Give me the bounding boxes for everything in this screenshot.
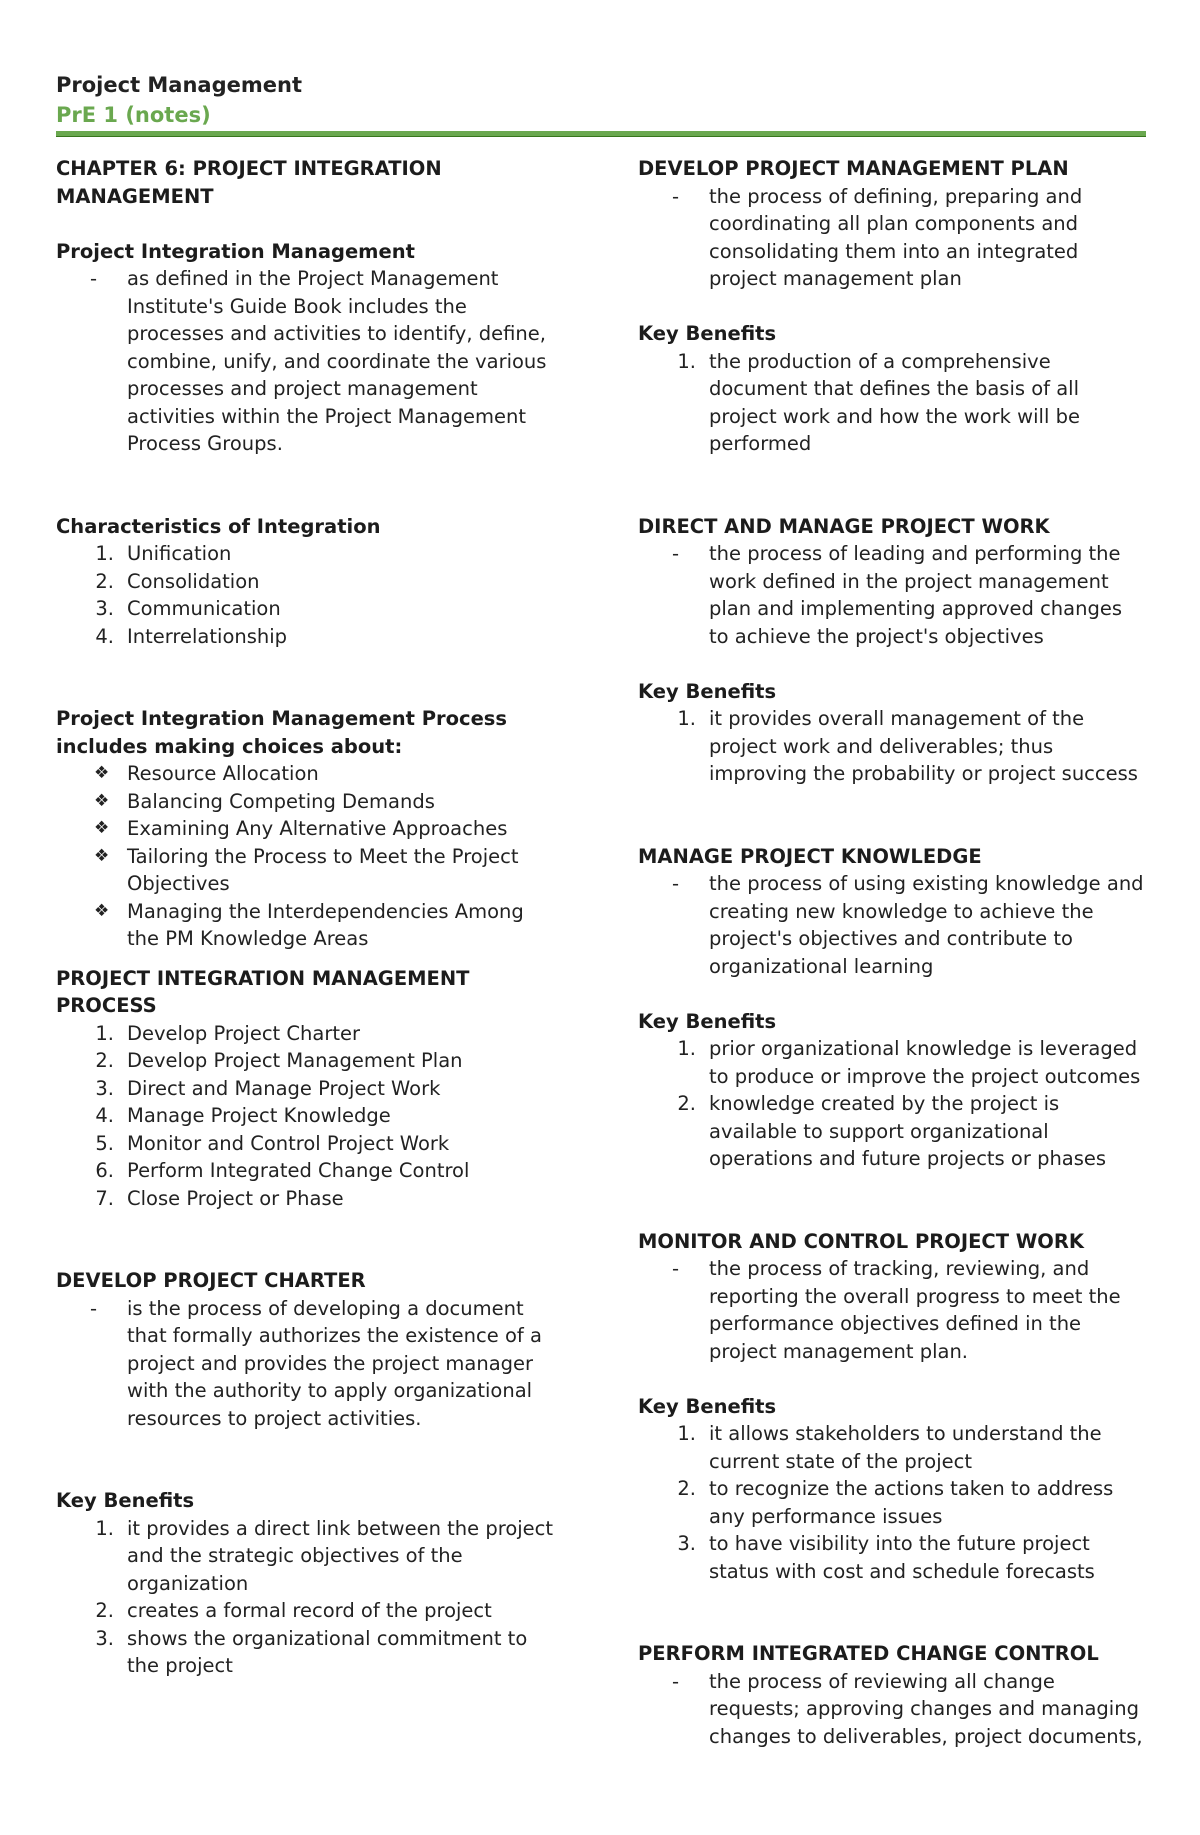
characteristics-heading: Characteristics of Integration xyxy=(56,514,381,538)
text-line: to achieve the project's objectives xyxy=(709,624,1044,648)
monitor-benefits-heading: Key Benefits xyxy=(638,1394,777,1418)
definition-text xyxy=(127,1295,576,1433)
list-item xyxy=(56,1130,576,1158)
text-line: processes and activities to identify, define, xyxy=(127,322,546,345)
list-item xyxy=(56,623,576,651)
text-line: improving the probability or project success xyxy=(709,762,1138,785)
text-line: the process of reviewing all change xyxy=(709,1669,1055,1693)
list-item-text xyxy=(127,760,576,788)
text-line: requests; approving changes and managing xyxy=(709,1697,1139,1720)
list-item xyxy=(56,595,576,623)
knowledge-heading: MANAGE PROJECT KNOWLEDGE xyxy=(638,844,982,868)
list-item-text: Develop Project Charter xyxy=(127,1021,360,1045)
chapter-heading: CHAPTER 6: PROJECT INTEGRATION MANAGEMENT xyxy=(56,157,442,208)
charter-heading: DEVELOP PROJECT CHARTER xyxy=(56,1269,366,1292)
list-item xyxy=(56,1075,576,1103)
text-line: Managing the Interdependencies Among xyxy=(127,899,524,923)
text-line: plan and implementing approved changes xyxy=(709,597,1123,620)
definition-text xyxy=(127,265,576,458)
list-marker: 4. xyxy=(95,624,114,648)
list-item-text: Consolidation xyxy=(127,569,260,593)
list-item-text xyxy=(709,1475,1158,1530)
charter-benefits-heading: Key Benefits xyxy=(56,1489,195,1512)
list-item xyxy=(638,1420,1158,1475)
list-item xyxy=(56,815,576,843)
list-item-text: Unification xyxy=(127,542,232,565)
text-line: document that defines the basis of all xyxy=(709,377,1079,400)
definition-text xyxy=(709,183,1158,293)
pim-heading: Project Integration Management xyxy=(56,239,415,263)
list-item xyxy=(638,1035,1158,1090)
text-line: performance objectives defined in the xyxy=(709,1312,1082,1335)
diamond-bullet-icon: ❖ xyxy=(94,845,110,866)
list-item xyxy=(638,1090,1158,1173)
list-item-text xyxy=(127,898,576,953)
process-heading: PROJECT INTEGRATION MANAGEMENT PROCESS xyxy=(56,966,470,1017)
text-line: creates a formal record of the project xyxy=(127,1599,492,1622)
text-line: it provides overall management of the xyxy=(709,707,1085,730)
dash-item: - is the process of developing a document that formally authorizes the existence of a project and provides the project manager with the authority to apply organizational resources to project activities. xyxy=(56,1295,576,1433)
text-line: organizational learning xyxy=(709,954,934,978)
text-line: it allows stakeholders to understand the xyxy=(709,1422,1102,1445)
text-line: organization xyxy=(127,1571,249,1595)
list-item xyxy=(56,843,576,898)
list-item xyxy=(56,1157,576,1185)
list-item-text xyxy=(127,1597,576,1625)
plan-benefits-heading: Key Benefits xyxy=(638,322,777,345)
list-marker: 1. xyxy=(677,707,696,730)
definition-text xyxy=(709,540,1158,650)
text-line: status with cost and schedule forecasts xyxy=(709,1559,1095,1583)
diamond-bullet-icon: ❖ xyxy=(94,818,110,838)
list-marker: 2. xyxy=(677,1092,696,1115)
text-line: operations and future projects or phases xyxy=(709,1147,1107,1170)
text-line: the process of leading and performing the xyxy=(709,542,1121,565)
list-item xyxy=(56,540,576,568)
definition-text xyxy=(709,870,1158,980)
monitor-benefits-list xyxy=(638,1420,1158,1585)
list-item xyxy=(56,1515,576,1598)
text-line: it provides a direct link between the project xyxy=(127,1516,554,1540)
choices-list xyxy=(56,760,576,953)
list-marker: 5. xyxy=(95,1131,114,1155)
dash-item: - the process of leading and performing the work defined in the project management plan and implementing approved changes to achieve the project's objectives xyxy=(638,540,1158,650)
text-line: and the strategic objectives of the xyxy=(127,1544,463,1567)
list-item-text xyxy=(709,1530,1158,1585)
text-line: any performance issues xyxy=(709,1504,943,1528)
text-line: the production of a comprehensive xyxy=(709,349,1051,373)
direct-benefits-heading: Key Benefits xyxy=(638,679,777,703)
text-line: combine, unify, and coordinate the various xyxy=(127,349,547,373)
list-item-text xyxy=(709,348,1158,458)
list-item xyxy=(56,1597,576,1625)
plan-benefits-list xyxy=(638,348,1158,458)
text-line: the PM Knowledge Areas xyxy=(127,927,369,950)
text-line: consolidating them into an integrated xyxy=(709,239,1079,263)
text-line: activities within the Project Management xyxy=(127,404,527,428)
text-line: coordinating all plan components and xyxy=(709,212,1079,235)
list-item xyxy=(56,760,576,788)
list-item xyxy=(56,568,576,596)
list-marker: 1. xyxy=(95,542,114,565)
text-line: creating new knowledge to achieve the xyxy=(709,899,1094,923)
list-item xyxy=(56,898,576,953)
text-line: changes to deliverables, project documents, xyxy=(709,1724,1143,1748)
text-line: Tailoring the Process to Meet the Project xyxy=(127,844,519,868)
list-item-text: Communication xyxy=(127,597,281,620)
text-line: Process Groups. xyxy=(127,432,283,455)
left-column xyxy=(56,155,576,1680)
text-line: with the authority to apply organizational xyxy=(127,1379,533,1402)
text-line: the process of defining, preparing and xyxy=(709,184,1083,208)
list-marker: 2. xyxy=(677,1477,696,1500)
list-marker: 4. xyxy=(95,1104,114,1127)
text-line: project work and how the work will be xyxy=(709,404,1080,428)
dash-item: - as defined in the Project Management Institute's Guide Book includes the processes and activities to identify, define, combine, unify, and coordinate the various processes and project management activities within the Project Management Process Groups. xyxy=(56,265,576,458)
text-line: as defined in the Project Management xyxy=(127,267,499,290)
definition-text xyxy=(709,1255,1158,1365)
list-item-text xyxy=(127,1515,576,1598)
list-item xyxy=(56,1102,576,1130)
text-line: Resource Allocation xyxy=(127,762,319,785)
list-item xyxy=(638,348,1158,458)
list-marker: 3. xyxy=(95,1076,114,1100)
list-marker: 1. xyxy=(677,349,696,373)
list-marker: 7. xyxy=(95,1186,114,1210)
list-item xyxy=(56,788,576,816)
characteristics-list xyxy=(56,540,576,650)
list-marker: 1. xyxy=(95,1021,114,1045)
list-item-text: Monitor and Control Project Work xyxy=(127,1131,450,1155)
list-item xyxy=(56,1047,576,1075)
dash-item: - the process of reviewing all change requests; approving changes and managing changes to deliverables, project documents, xyxy=(638,1668,1158,1751)
text-line: resources to project activities. xyxy=(127,1406,422,1430)
list-item xyxy=(638,705,1158,788)
list-marker: 1. xyxy=(677,1422,696,1445)
list-item xyxy=(56,1185,576,1213)
document-subtitle: PrE 1 (notes) xyxy=(56,103,211,127)
direct-benefits-list xyxy=(638,705,1158,788)
list-marker: 3. xyxy=(95,597,114,620)
list-marker: 2. xyxy=(95,1049,114,1072)
diamond-bullet-icon: ❖ xyxy=(94,763,110,783)
text-line: to have visibility into the future project xyxy=(709,1532,1090,1555)
list-marker: 1. xyxy=(677,1037,696,1060)
text-line: prior organizational knowledge is leveraged xyxy=(709,1037,1138,1060)
list-marker: 1. xyxy=(95,1516,114,1540)
text-line: knowledge created by the project is xyxy=(709,1092,1060,1115)
list-item-text xyxy=(127,788,576,816)
text-line: that formally authorizes the existence of a xyxy=(127,1324,542,1347)
text-line: the process of tracking, reviewing, and xyxy=(709,1257,1090,1280)
diamond-bullet-icon: ❖ xyxy=(94,790,110,811)
text-line: the project xyxy=(127,1654,233,1677)
plan-heading: DEVELOP PROJECT MANAGEMENT PLAN xyxy=(638,157,1069,180)
list-item-text: Interrelationship xyxy=(127,624,288,648)
text-line: Examining Any Alternative Approaches xyxy=(127,817,508,840)
list-item-text: Manage Project Knowledge xyxy=(127,1104,391,1127)
list-item-text xyxy=(127,1625,576,1680)
right-column xyxy=(638,155,1158,1750)
text-line: reporting the overall progress to meet the xyxy=(709,1284,1121,1308)
list-item xyxy=(638,1475,1158,1530)
text-line: available to support organizational xyxy=(709,1119,1049,1143)
change-heading: PERFORM INTEGRATED CHANGE CONTROL xyxy=(638,1642,1099,1665)
list-item-text xyxy=(127,843,576,898)
text-line: project and provides the project manager xyxy=(127,1351,534,1375)
list-item-text xyxy=(709,1035,1158,1090)
text-line: to recognize the actions taken to address xyxy=(709,1477,1114,1500)
charter-benefits-list xyxy=(56,1515,576,1680)
diamond-bullet-icon: ❖ xyxy=(94,900,110,921)
text-line: project's objectives and contribute to xyxy=(709,927,1073,950)
direct-heading: DIRECT AND MANAGE PROJECT WORK xyxy=(638,514,1050,538)
text-line: current state of the project xyxy=(709,1449,973,1473)
list-marker: 3. xyxy=(95,1626,114,1650)
text-line: Objectives xyxy=(127,872,230,895)
choices-heading: Project Integration Management Process includes making choices about: xyxy=(56,707,508,758)
text-line: performed xyxy=(709,432,812,455)
list-item xyxy=(56,1020,576,1048)
list-item-text: Perform Integrated Change Control xyxy=(127,1159,470,1182)
process-list xyxy=(56,1020,576,1213)
list-item xyxy=(638,1530,1158,1585)
list-item-text xyxy=(709,705,1158,788)
dash-item: - the process of tracking, reviewing, and reporting the overall progress to meet the performance objectives defined in the project management plan. xyxy=(638,1255,1158,1365)
text-line: processes and project management xyxy=(127,377,478,400)
text-line: project work and deliverables; thus xyxy=(709,734,1054,758)
list-item xyxy=(56,1625,576,1680)
list-marker: 2. xyxy=(95,569,114,593)
dash-item: - the process of defining, preparing and coordinating all plan components and consolidating them into an integrated project management plan xyxy=(638,183,1158,293)
list-item-text xyxy=(127,815,576,843)
text-line: the process of using existing knowledge and xyxy=(709,872,1144,895)
text-line: work defined in the project management xyxy=(709,569,1109,593)
definition-text xyxy=(709,1668,1158,1751)
list-marker: 2. xyxy=(95,1599,114,1622)
text-line: Institute's Guide Book includes the xyxy=(127,294,467,318)
list-item-text: Develop Project Management Plan xyxy=(127,1049,463,1072)
monitor-heading: MONITOR AND CONTROL PROJECT WORK xyxy=(638,1229,1085,1253)
list-item-text xyxy=(709,1420,1158,1475)
list-marker: 3. xyxy=(677,1532,696,1555)
list-item-text: Close Project or Phase xyxy=(127,1186,344,1210)
text-line: shows the organizational commitment to xyxy=(127,1626,528,1650)
header-divider xyxy=(56,131,1146,137)
knowledge-benefits-heading: Key Benefits xyxy=(638,1009,777,1033)
text-line: to produce or improve the project outcomes xyxy=(709,1064,1141,1088)
text-line: project management plan xyxy=(709,267,962,290)
text-line: is the process of developing a document xyxy=(127,1296,524,1320)
document-title: Project Management xyxy=(56,73,302,97)
text-line: Balancing Competing Demands xyxy=(127,789,435,813)
knowledge-benefits-list xyxy=(638,1035,1158,1173)
list-item-text: Direct and Manage Project Work xyxy=(127,1076,441,1100)
dash-item: - the process of using existing knowledge and creating new knowledge to achieve the project's objectives and contribute to organizational learning xyxy=(638,870,1158,980)
text-line: project management plan. xyxy=(709,1339,969,1363)
list-item-text xyxy=(709,1090,1158,1173)
list-marker: 6. xyxy=(95,1159,114,1182)
